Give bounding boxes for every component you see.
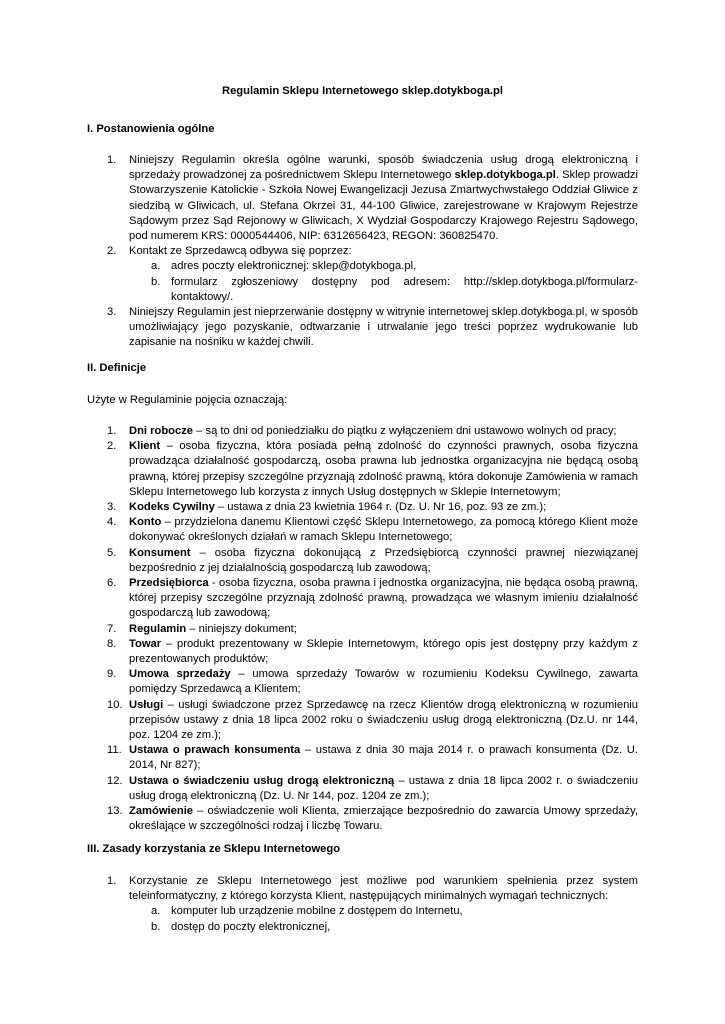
item-text-bold: sklep.dotykboga.pl xyxy=(454,169,556,182)
item-number: 1. xyxy=(107,425,117,437)
definition-text: – ustawa z dnia 30 maja 2014 r. o prawach konsumenta (Dz. U. 2014, Nr 827); xyxy=(129,744,638,772)
section-1-list xyxy=(87,153,638,351)
definition-item xyxy=(87,622,638,637)
list-item xyxy=(87,153,638,244)
list-item xyxy=(87,874,638,904)
item-number: 13. xyxy=(107,805,123,818)
sub-item-text: dostęp do poczty elektronicznej, xyxy=(171,920,331,933)
definition-term: Kodeks Cywilny xyxy=(129,501,215,514)
sub-item-letter: b. xyxy=(151,275,161,288)
list-item xyxy=(87,244,638,259)
item-number: 2. xyxy=(107,440,117,453)
definition-term: Konto xyxy=(129,516,162,529)
section-heading-1: I. Postanowienia ogólne xyxy=(87,123,215,135)
sub-item-text: formularz zgłoszeniowy dostępny pod adresem: http://sklep.dotykboga.pl/formularz-kontaktowy/. xyxy=(171,275,638,303)
sub-item xyxy=(129,259,638,274)
definition-item xyxy=(87,500,638,515)
section-heading-3: III. Zasady korzystania ze Sklepu Internetowego xyxy=(87,843,341,855)
item-number: 1. xyxy=(107,875,117,887)
definition-item xyxy=(87,515,638,545)
definition-item xyxy=(87,774,638,804)
definition-text: – oświadczenie woli Klienta, zmierzające bezpośrednio do zawarcia Umowy sprzedaży, określające w szczególności rodzaj i liczbę Towaru. xyxy=(129,805,638,833)
item-number: 3. xyxy=(107,306,117,319)
item-text: Niniejszy Regulamin określa ogólne warunki, sposób świadczenia usług drogą elektroniczną i sprzedaży prowadzonej za pośrednictwem Sklepu Internetowego xyxy=(129,154,638,182)
item-number: 3. xyxy=(107,501,117,514)
definition-term: Zamówienie xyxy=(129,805,194,818)
definition-text: – produkt prezentowany w Sklepie Internetowym, którego opis jest dostępny przy każdym z prezentowanych produktów; xyxy=(129,637,638,666)
sub-item-text: adres poczty elektronicznej: sklep@dotykboga.pl, xyxy=(171,260,417,273)
item-number: 1. xyxy=(107,154,117,166)
item-text: Niniejszy Regulamin jest nieprzerwanie dostępny w witrynie internetowej sklep.dotykboga.pl, w sposób umożliwiający jego pozyskanie, odtwarzanie i utrwalanie jego treści poprzez wydrukowanie lub zapisanie na nośniku w każdej chwili. xyxy=(129,306,638,349)
definition-text: – ustawa z dnia 23 kwietnia 1964 r. (Dz. U. Nr 16, poz. 93 ze zm.); xyxy=(214,501,547,514)
definition-term: Konsument xyxy=(129,546,191,559)
definition-item xyxy=(87,743,638,773)
definition-term: Regulamin xyxy=(129,622,187,635)
section-2-list xyxy=(87,424,638,834)
item-text: Korzystanie ze Sklepu Internetowego jest możliwe pod warunkiem spełnienia przez system teleinformatyczny, z którego korzysta Klient, następujących minimalnych wymagań technicznych: xyxy=(129,875,638,903)
definition-item xyxy=(87,637,638,667)
definition-item xyxy=(87,667,638,697)
definition-term: Klient xyxy=(129,440,161,453)
definition-term: Przedsiębiorca xyxy=(129,577,209,590)
item-number: 10. xyxy=(107,698,123,711)
item-number: 7. xyxy=(107,622,117,635)
definition-term: Usługi xyxy=(129,698,164,711)
definition-item xyxy=(87,439,638,500)
definition-text: - osoba fizyczna, osoba prawna i jednostka organizacyjna, nie będąca osobą prawną, której przepisy szczególne przyznają zdolność prawną, prowadząca we własnym imieniu działalność gospodarczą lub zawodową; xyxy=(129,577,638,620)
definition-text: – ustawa z dnia 18 lipca 2002 r. o świadczeniu usług drogą elektroniczną (Dz. U. Nr 144, poz. 1204 ze zm.); xyxy=(129,774,639,802)
item-text: . Sklep prowadzi Stowarzyszenie Katolickie - Szkoła Nowej Ewangelizacji Jezusa Zmartwychwstałego Oddział Gliwice z siedzibą w Gliwicach, ul. Stefana Okrzei 31, 44-100 Gliwice, zarejestrowane w Krajowym Rejestrze Sądowym przez Sąd Rejonowy w Gliwicach, X Wydział Gospodarczy Krajowego Rejestru Sądowego, pod numerem KRS: 0000544406, NIP: 6312656423, REGON: 360825470. xyxy=(129,169,638,243)
item-number: 9. xyxy=(107,668,117,681)
sub-item xyxy=(129,275,638,305)
item-number: 2. xyxy=(107,245,117,258)
definition-item xyxy=(87,424,638,439)
definition-term: Dni robocze xyxy=(129,425,194,437)
item-text: Kontakt ze Sprzedawcą odbywa się poprzez: xyxy=(129,245,352,258)
sub-item xyxy=(129,904,638,919)
definition-item xyxy=(87,576,638,622)
definition-term: Umowa sprzedaży xyxy=(129,668,231,681)
sub-item xyxy=(129,920,638,935)
list-item xyxy=(87,305,638,351)
sub-item-letter: b. xyxy=(151,920,161,933)
definition-text: – są to dni od poniedziałku do piątku z wyłączeniem dni ustawowo wolnych od pracy; xyxy=(193,425,617,437)
definition-item xyxy=(87,698,638,744)
item-number: 8. xyxy=(107,637,117,650)
document-title: Regulamin Sklepu Internetowego sklep.dotykboga.pl xyxy=(222,85,503,97)
item-number: 4. xyxy=(107,516,117,529)
sub-item-text: komputer lub urządzenie mobilne z dostępem do Internetu, xyxy=(171,905,463,918)
section-3-list xyxy=(87,874,638,935)
definition-text: – osoba fizyczna dokonującą z Przedsiębiorcą czynności prawnej niezwiązanej bezpośrednio z jej działalnością gospodarczą lub zawodową; xyxy=(129,546,638,574)
definition-text: – usługi świadczone przez Sprzedawcę na rzecz Klientów drogą elektroniczną w rozumieniu przepisów ustawy z dnia 18 lipca 2002 roku o świadczeniu usług drogą elektroniczną (Dz.U. nr 144, poz. 1204 ze zm.); xyxy=(129,698,638,742)
definition-item xyxy=(87,804,638,834)
definition-text: – niniejszy dokument; xyxy=(186,622,297,635)
section-2-intro: Użyte w Regulaminie pojęcia oznaczają: xyxy=(87,394,288,406)
sub-item-letter: a. xyxy=(151,905,161,918)
item-number: 5. xyxy=(107,546,117,559)
definition-term: Towar xyxy=(129,637,162,650)
definition-term: Ustawa o świadczeniu usług drogą elektroniczną xyxy=(129,774,395,787)
definition-text: – umowa sprzedaży Towarów w rozumieniu Kodeksu Cywilnego, zawarta pomiędzy Sprzedawcą a Klientem; xyxy=(129,668,638,696)
section-heading-2: II. Definicje xyxy=(87,362,147,374)
definition-item xyxy=(87,546,638,576)
item-number: 11. xyxy=(107,744,122,757)
item-number: 6. xyxy=(107,577,117,590)
item-number: 12. xyxy=(107,774,123,787)
definition-term: Ustawa o prawach konsumenta xyxy=(129,744,301,757)
definition-text: – przydzielona danemu Klientowi część Sklepu Internetowego, za pomocą którego Klient może dokonywać określonych działań w ramach Sklepu Internetowego; xyxy=(129,516,638,544)
definition-text: – osoba fizyczna, która posiada pełną zdolność do czynności prawnych, osoba fizyczna prowadząca działalność gospodarczą, osoba prawna lub jednostka organizacyjna nie będącą osobą prawną, której przepisy szczególne przyznają zdolność prawną, która dokonuje Zamówienia w ramach Sklepu Internetowego lub korzysta z innych Usług dostępnych w Sklepie Internetowym; xyxy=(129,440,638,498)
sub-item-letter: a. xyxy=(151,260,161,273)
